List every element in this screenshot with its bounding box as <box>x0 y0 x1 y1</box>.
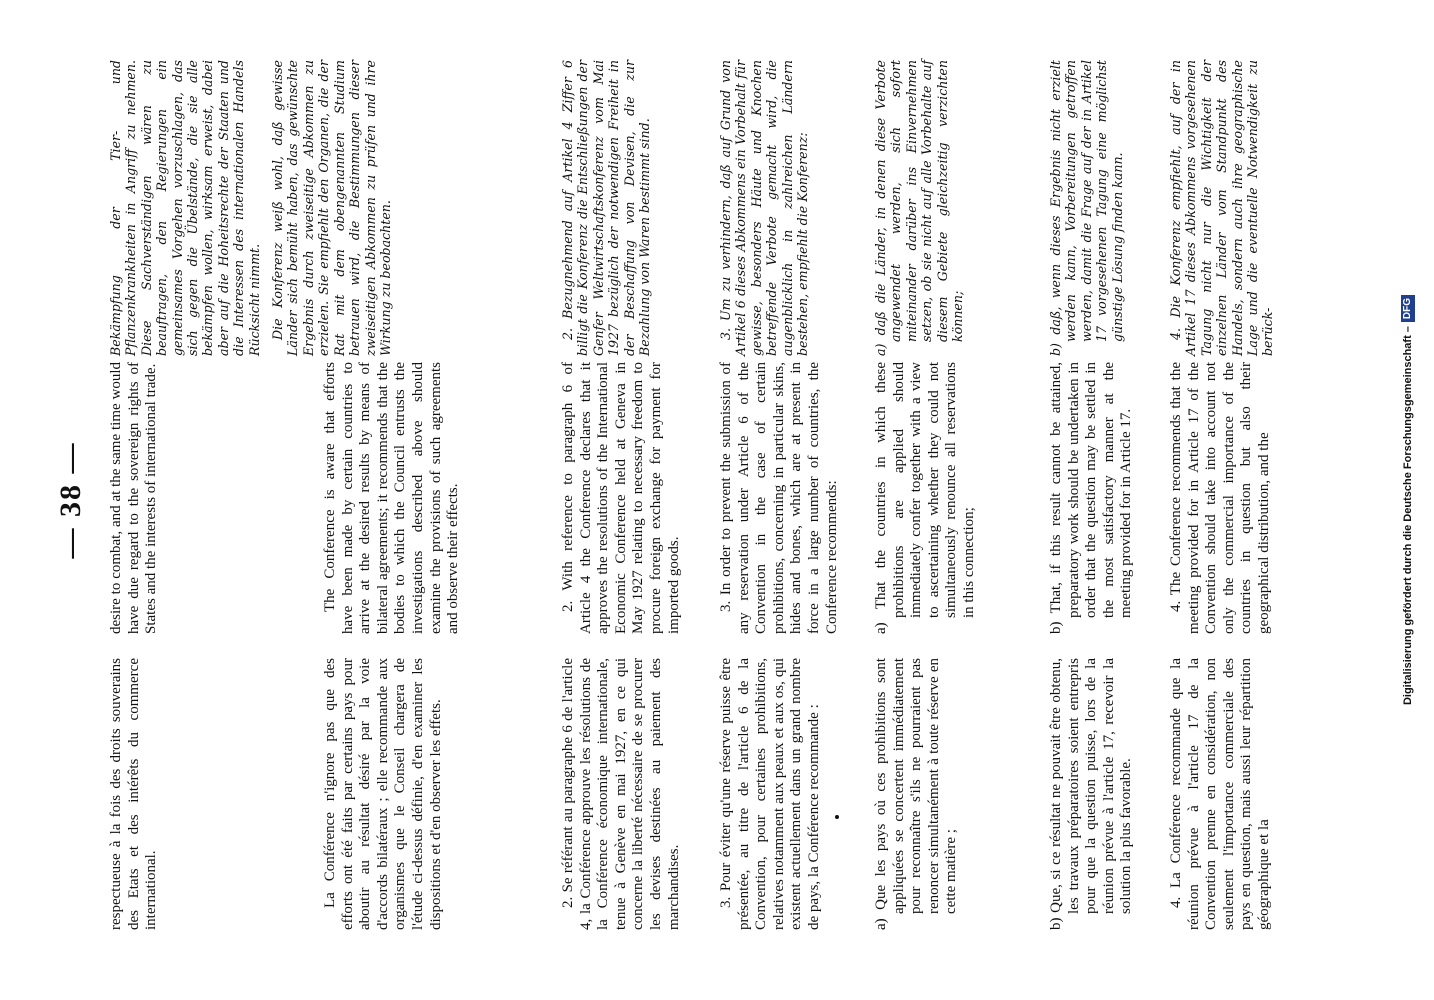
fr-paragraph-5: a) Que les pays où ces prohibitions sont appliquées se concertent immédiatement pour reconnaître s'ils ne pourraient pas renoncer simultanément à toute réserve en cette matière ; <box>873 658 960 930</box>
en-block-3 <box>560 362 683 634</box>
fr-block-1 <box>108 658 161 930</box>
digitization-credit <box>1396 0 1420 1000</box>
en-block-7 <box>1168 362 1274 634</box>
de-top-stack <box>108 60 393 356</box>
dfg-logo: DFG <box>1401 295 1415 322</box>
fr-paragraph-7: 4. La Conférence recommande que la réunion prévue à l'article 17 de la Convention prenne en considération, non seulement l'importance commerciale des pays en question, mais aussi leur répartition géographique et la <box>1168 658 1272 930</box>
en-paragraph-5: a) That the countries in which these prohibitions are applied should immediately confer together with a view to ascertaining whether they could not simultaneously renounce all reservations in this connection; <box>873 362 977 634</box>
fr-block-2 <box>322 658 445 930</box>
de-paragraph-1: Bekämpfung der Tier- und Pflanzenkrankheiten in Angriff zu nehmen. Diese Sachverständigen wären zu beauftragen, den Regierungen ein gemeinsames Vorgehen vorzuschlagen, das sich gegen die Übelstände, die sie alle bekämpfen wollen, wirksam erweist, dabei aber auf die Hoheitsrechte der Staaten und die Interessen des internationalen Handels Rücksicht nimmt. <box>108 60 262 356</box>
fr-paragraph-4: 3. Pour éviter qu'une réserve puisse être présentée, au titre de l'article 6 de la Convention, pour certaines prohibitions, relatives notamment aux peaux et aux os, qui existent actuellement dans un grand nombre de pays, la Conférence recommande : <box>718 658 822 930</box>
de-paragraph-2: Die Konferenz weiß wohl, daß gewisse Länder sich bemüht haben, das gewünschte Ergebnis durch zweiseitige Abkommen zu erzielen. Sie empfiehlt den Organen, die der Rat mit dem obengenannten Studium betrauen wird, die Bestimmungen dieser zweiseitigen Abkommen zu prüfen und ihre Wirkung zu beobachten. <box>270 60 393 356</box>
en-block-4 <box>718 362 841 634</box>
credit-text: Digitalisierung gefördert durch die Deutsche Forschungsgemeinschaft – <box>1402 326 1414 706</box>
de-block-4 <box>718 60 810 356</box>
en-paragraph-6: b) That, if this result cannot be attained, preparatory work should be undertaken in order that the question may be settled in the most satisfactory manner at the meeting provided for in Article 17. <box>1048 362 1135 634</box>
de-paragraph-4: 3. Um zu verhindern, daß auf Grund von Artikel 6 dieses Abkommens ein Vorbehalt für gewisse, besonders Häute und Knochen betreffende Verbote gemacht wird, die augenblicklich in zahlreichen Ländern bestehen, empfiehlt die Konferenz: <box>718 60 811 356</box>
en-paragraph-1: desire to combat, and at the same time would have due regard to the sovereign rights of States and the interests of international trade. <box>108 362 160 634</box>
fr-block-7 <box>1168 658 1274 930</box>
page-number: — 38 — <box>54 441 87 559</box>
en-paragraph-2: The Conference is aware that efforts have been made by certain countries to arrive at the desired results by means of bilateral agreements; it recommends that the bodies to which the Council entrusts the investigations described above should examine the provisions of such agreements and observe their effects. <box>322 362 462 634</box>
fr-block-4 <box>718 658 824 930</box>
en-block-6 <box>1048 362 1136 634</box>
de-paragraph-3: 2. Bezugnehmend auf Artikel 4 Ziffer 6 billigt die Konferenz die Entschließungen der Genfer Weltwirtschaftskonferenz vom Mai 1927 bezüglich der notwendigen Freiheit in der Beschaffung von Devisen, die zur Bezahlung von Waren bestimmt sind. <box>560 60 653 356</box>
de-block-1 <box>108 60 262 356</box>
fr-paragraph-2: La Conférence n'ignore pas que des efforts ont été faits par certains pays pour aboutir au résultat désiré par la voie d'accords bilatéraux ; elle recommande aux organismes que le Conseil chargera de l'étude ci-dessus définie, d'en examiner les dispositions et d'en observer les effets. <box>322 658 444 930</box>
fr-paragraph-6: b) Que, si ce résultat ne pouvait être obtenu, les travaux préparatoires soient entrepris pour que la question puisse, lors de la réunion prévue à l'article 17, recevoir la solution la plus favorable. <box>1048 658 1135 930</box>
de-paragraph-5: a) daß die Länder, in denen diese Verbote angewendet werden, sich sofort miteinander darüber ins Einvernehmen setzen, ob sie nicht auf alle Vorbehalte auf diesem Gebiete gleichzeitig verzichten können; <box>873 60 966 356</box>
de-block-7 <box>1168 60 1276 356</box>
en-paragraph-4: 3. In order to prevent the submission of any reservation under Article 6 of the Convention in the case of certain prohibitions, concerning in particular skins, hides and bones, which are at present in force in a large number of countries, the Conference recommends: <box>718 362 840 634</box>
en-block-1 <box>108 362 161 634</box>
de-paragraph-7: 4. Die Konferenz empfiehlt, auf der in Artikel 17 dieses Abkommens vorgesehenen Tagung nicht nur die Wichtigkeit der einzelnen Länder vom Standpunkt des Handels, sondern auch ihre geographische Lage und die eventuelle Notwendigkeit zu berück- <box>1168 60 1276 356</box>
ink-dot <box>835 815 839 819</box>
en-paragraph-7: 4. The Conference recommends that the meeting provided for in Article 17 of the Convention should take into account not only the commercial importance of the countries in question but also their geographical distribution, and the <box>1168 362 1272 634</box>
fr-block-6 <box>1048 658 1136 930</box>
fr-paragraph-3: 2. Se référant au paragraphe 6 de l'article 4, la Conférence approuve les résolutions de la Conférence économique internationale, tenue à Genève en mai 1927, en ce qui concerne la liberté nécessaire de se procurer les devises destinées au paiement des marchandises. <box>560 658 682 930</box>
fr-block-3 <box>560 658 683 930</box>
en-block-2 <box>322 362 463 634</box>
fr-block-5 <box>873 658 961 930</box>
de-block-6 <box>1048 60 1125 356</box>
en-paragraph-3: 2. With reference to paragraph 6 of Article 4 the Conference declares that it approves the resolutions of the International Economic Conference held at Geneva in May 1927 relating to necessary freedom to procure foreign exchange for payment for imported goods. <box>560 362 682 634</box>
de-block-2 <box>270 60 393 356</box>
en-block-5 <box>873 362 979 634</box>
fr-paragraph-1: respectueuse à la fois des droits souverains des Etats et des intérêts du commerce international. <box>108 658 160 930</box>
de-block-3 <box>560 60 652 356</box>
de-paragraph-6: b) daß, wenn dieses Ergebnis nicht erzielt werden kann, Vorbereitungen getroffen werden, damit die Frage auf der in Artikel 17 vorgesehenen Tagung eine möglichst günstige Lösung finden kann. <box>1048 60 1125 356</box>
de-block-5 <box>873 60 965 356</box>
